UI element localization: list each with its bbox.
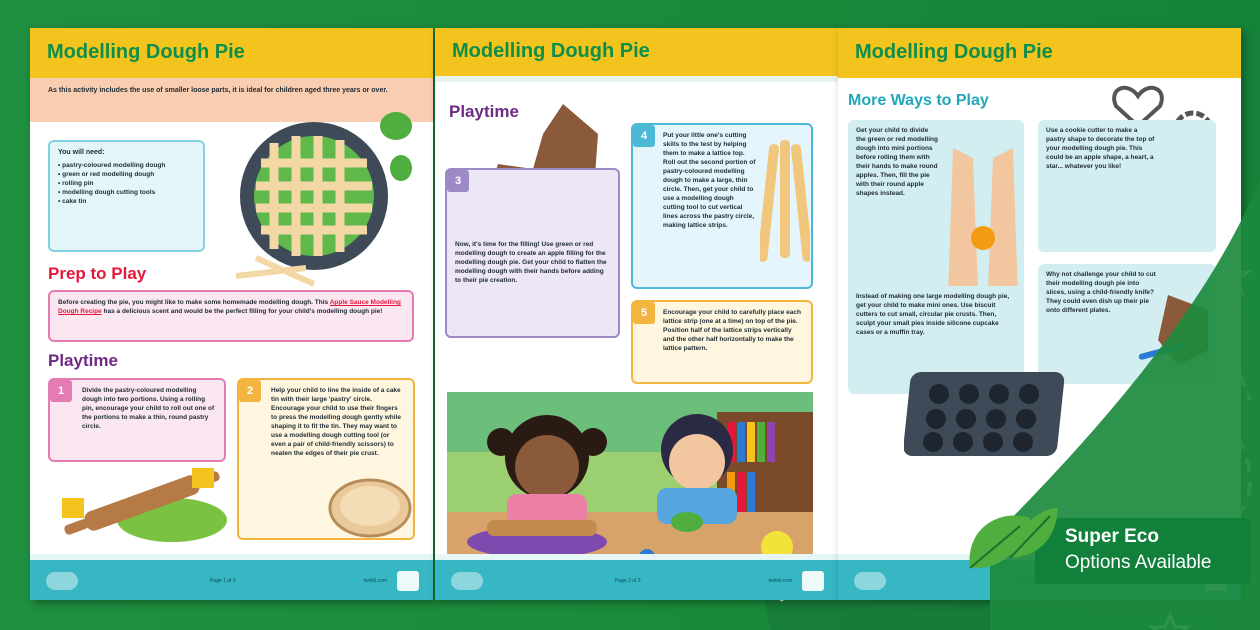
footer-badge-icon [802,571,824,591]
cake-tin-illustration [325,468,415,548]
page-2 [435,28,838,600]
page-title: Modelling Dough Pie [855,41,1053,63]
materials-item: • rolling pin [58,180,94,187]
step-number-badge: 2 [239,380,261,402]
page-header [435,28,838,76]
step-card-3 [445,168,620,338]
step-number-badge: 1 [50,380,72,402]
children-playing-illustration [447,392,813,572]
page-number: Page 1 of 3 [210,578,236,584]
step-number-badge: 5 [633,302,655,324]
prep-heading: Prep to Play [48,264,147,283]
page-1 [30,28,433,600]
footer-badge-icon [397,571,419,591]
page-footer [30,560,433,600]
tip-text: Instead of making one large modelling dough pie, get your child to make mini ones. Use biscuit cutters to cut small, circular pie crusts. Then, sculpt your small pies inside silicone cupcake cases or a muffin tray. [856,293,1010,336]
tip-text: Get your child to divide the green or red modelling dough into mini portions before rolling them with their hands to make round apples. Then, fill the pie with their round apple shapes instead. [856,127,938,197]
materials-item: • cake tin [58,198,87,205]
step-text: Divide the pastry-coloured modelling dough into two portions. Using a rolling pin, encourage your child to roll out one of the portions to make a thin, round pastry circle. [82,387,215,430]
materials-item: • green or red modelling dough [58,171,155,178]
step-number-badge: 3 [447,170,469,192]
twinkl-logo [854,572,886,590]
tip-text: Why not challenge your child to cut their modelling dough pie into slices, using a child-friendly knife? They could even dish up their pie onto different plates. [1046,271,1156,314]
leaf-icon [960,498,1060,578]
intro-text: As this activity includes the use of smaller loose parts, it is ideal for children aged three years or over. [48,87,388,94]
eco-options-badge [1035,518,1250,584]
materials-card [48,140,205,252]
materials-item: • modelling dough cutting tools [58,189,156,196]
lattice-strips-illustration [760,136,810,266]
page-header [30,28,433,78]
step-text: Now, it's time for the filling! Use green or red modelling dough to create an apple filling for the modelling dough pie. Get your child to flatten the modelling dough with their hands before adding to their pie creation. [455,241,607,284]
prep-text: Before creating the pie, you might like to make some homemade modelling dough. This Apple Sauce Modelling Dough Recipe has a delicious scent and would be the perfect filling for your child's modelling dough pie! [58,299,401,315]
rolling-pin-illustration [52,458,232,548]
playtime-heading: Playtime [449,102,519,121]
materials-item: • pastry-coloured modelling dough [58,162,166,169]
page-title: Modelling Dough Pie [452,40,650,62]
page-number: Page 2 of 3 [615,578,641,584]
footer-url: twinkl.com [768,578,792,584]
page-title: Modelling Dough Pie [47,41,245,63]
eco-badge-title: Super Eco [1065,526,1159,547]
eco-badge-subtitle: Options Available [1065,552,1212,573]
step-text: Put your little one's cutting skills to the test by helping them to make a lattice top. Roll out the second portion of pastry-coloured modelling dough to make a large, thin circle. Then, get your child to use a modelling dough cutting tool to cut vertical lines across the pastry circle, making lattice strips. [663,132,756,229]
page-header [838,28,1241,78]
twinkl-logo [46,572,78,590]
page-footer [435,560,838,600]
lattice-pie-illustration [226,108,426,288]
step-card-1 [48,378,226,462]
prep-card [48,290,414,342]
materials-heading: You will need: [58,149,105,156]
tip-text: Use a cookie cutter to make a pastry shape to decorate the top of your modelling dough pie. This could be an apple shape, a heart, a star... whatever you like! [1046,127,1155,170]
step-text: Help your child to line the inside of a cake tin with their large 'pastry' circle. Encourage your child to use their fingers to press the modelling dough gently while shaping it to fit the tin. They may want to use a modelling dough cutting tool (or even a pair of child-friendly scissors) to neaten the edges of their pie crust. [271,387,402,457]
step-card-5 [631,300,813,384]
footer-url: twinkl.com [363,578,387,584]
playtime-heading: Playtime [48,351,118,370]
twinkl-logo [451,572,483,590]
step-number-badge: 4 [633,125,655,147]
header-strip [435,76,838,82]
recipe-link[interactable]: Apple Sauce Modelling Dough Recipe [58,299,401,315]
more-ways-heading: More Ways to Play [848,92,989,109]
step-text: Encourage your child to carefully place each lattice strip (one at a time) on top of the pie. Position half of the lattice strips vertically and the other half horizontally to make the lattice pattern. [663,309,801,352]
